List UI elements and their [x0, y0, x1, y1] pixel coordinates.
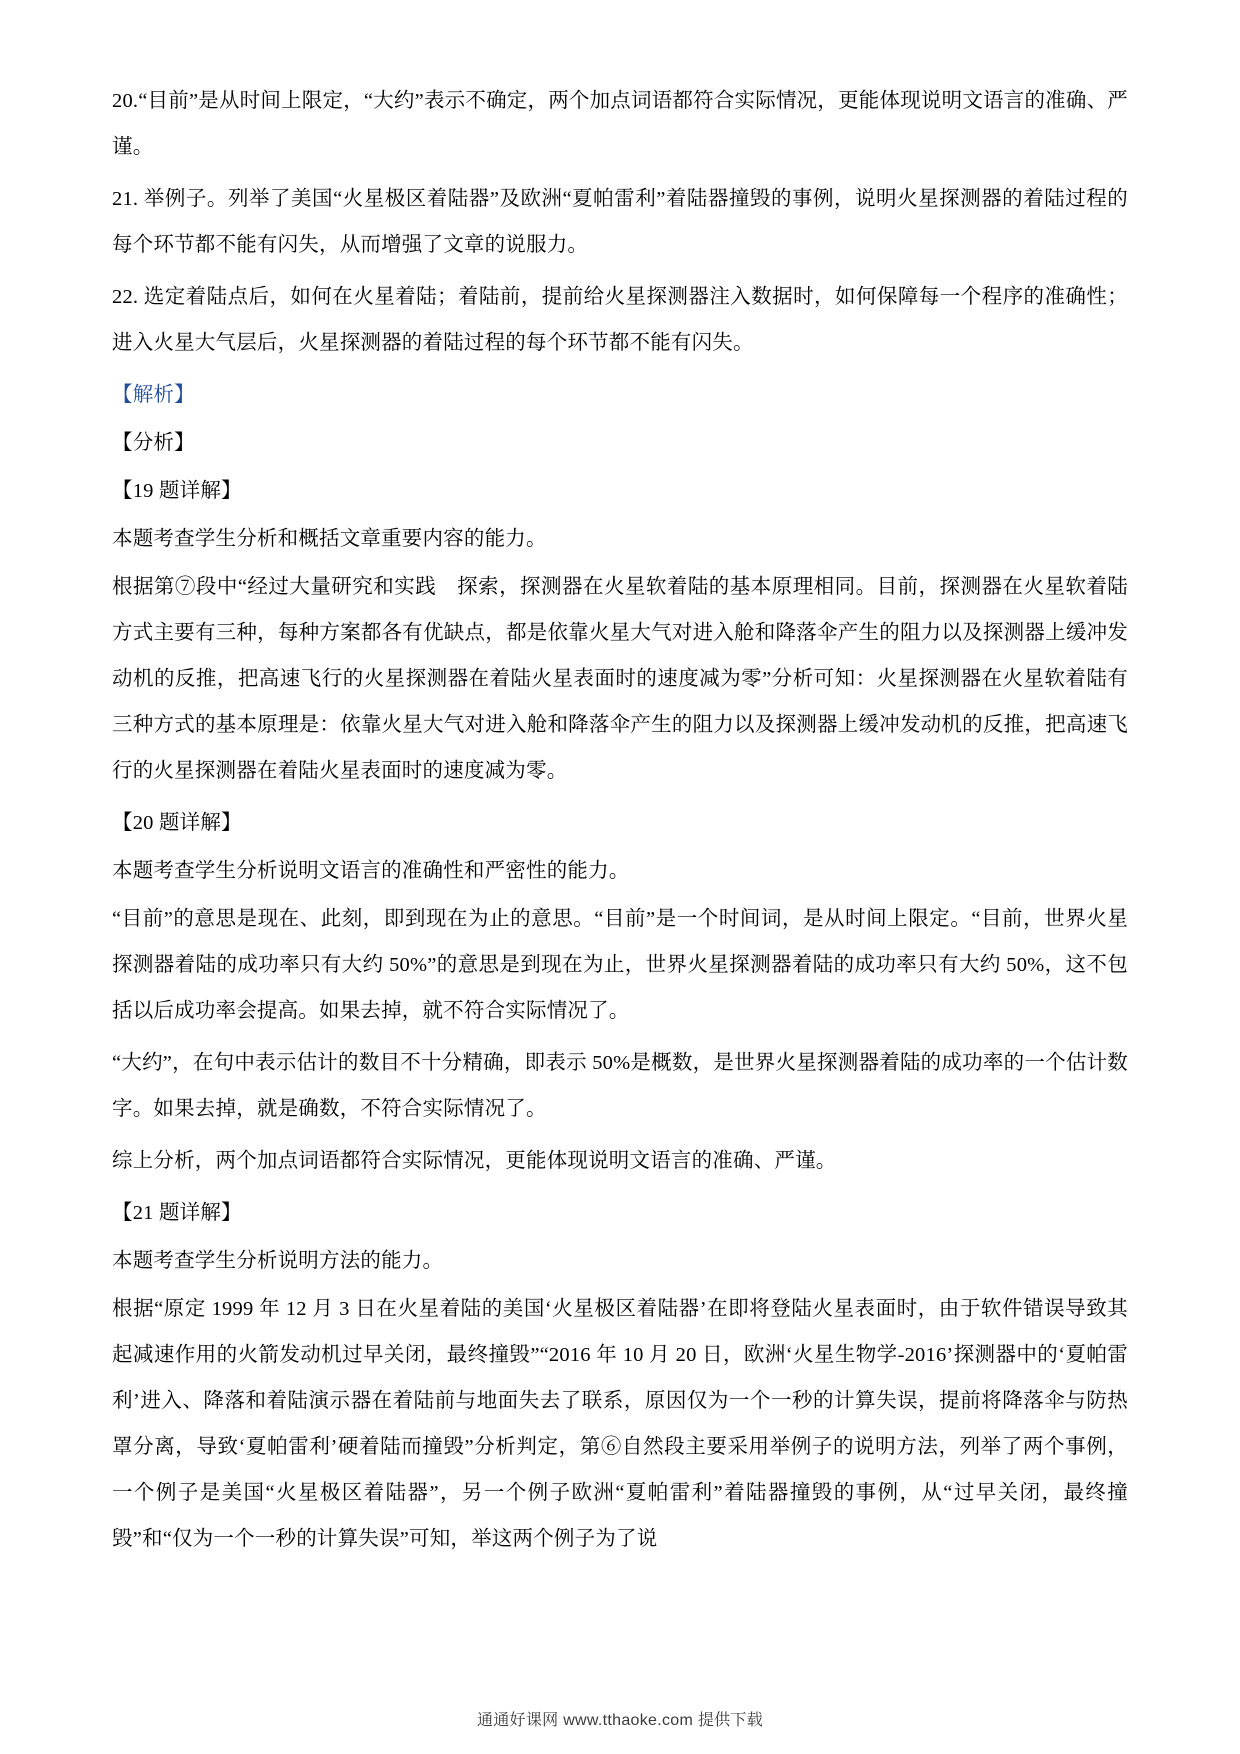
question-21-detail-heading: 【21 题详解】	[112, 1202, 242, 1224]
question-20-detail-text-2: “目前”的意思是现在、此刻，即到现在为止的意思。“目前”是一个时间词，是从时间上限定。“目前，世界火星探测器着陆的成功率只有大约 50%”的意思是到现在为止，世界火星探测器着陆的成功率只有大约 50%，这不包括以后成功率会提高。如果去掉，就不符合实际情况了。	[112, 908, 1128, 1022]
page-footer: 通通好课网 www.tthaoke.com 提供下载	[476, 1712, 764, 1729]
question-20-detail-text-1: 本题考查学生分析说明文语言的准确性和严密性的能力。	[112, 860, 630, 882]
question-20-detail-text-4: 综上分析，两个加点词语都符合实际情况，更能体现说明文语言的准确、严谨。	[112, 1150, 837, 1172]
question-20-detail-text-3: “大约”，在句中表示估计的数目不十分精确，即表示 50%是概数，是世界火星探测器着陆的成功率的一个估计数字。如果去掉，就是确数，不符合实际情况了。	[112, 1052, 1128, 1120]
question-19-detail-text-2: 根据第⑦段中“经过大量研究和实践 探索，探测器在火星软着陆的基本原理相同。目前，探测器在火星软着陆方式主要有三种，每种方案都各有优缺点，都是依靠火星大气对进入舱和降落伞产生的阻力以及探测器上缓冲发动机的反推，把高速飞行的火星探测器在着陆火星表面时的速度减为零”分析可知：火星探测器在火星软着陆有三种方式的基本原理是：依靠火星大气对进入舱和降落伞产生的阻力以及探测器上缓冲发动机的反推，把高速飞行的火星探测器在着陆火星表面时的速度减为零。	[112, 576, 1128, 782]
question-19-detail-heading: 【19 题详解】	[112, 480, 242, 502]
analysis-subheading: 【分析】	[112, 432, 195, 454]
question-20-detail-heading: 【20 题详解】	[112, 812, 242, 834]
answer-paragraph-22: 22. 选定着陆点后，如何在火星着陆；着陆前，提前给火星探测器注入数据时，如何保障每一个程序的准确性；进入火星大气层后，火星探测器的着陆过程的每个环节都不能有闪失。	[112, 286, 1128, 354]
answer-paragraph-21: 21. 举例子。列举了美国“火星极区着陆器”及欧洲“夏帕雷利”着陆器撞毁的事例，说明火星探测器的着陆过程的每个环节都不能有闪失，从而增强了文章的说服力。	[112, 188, 1128, 256]
question-21-detail-text-1: 本题考查学生分析说明方法的能力。	[112, 1250, 444, 1272]
answer-paragraph-20: 20.“目前”是从时间上限定，“大约”表示不确定，两个加点词语都符合实际情况，更能体现说明文语言的准确、严谨。	[112, 90, 1128, 158]
analysis-heading: 【解析】	[112, 384, 195, 406]
question-21-detail-text-2: 根据“原定 1999 年 12 月 3 日在火星着陆的美国‘火星极区着陆器’在即将登陆火星表面时，由于软件错误导致其起减速作用的火箭发动机过早关闭，最终撞毁”“2016 年 10 月 20 日，欧洲‘火星生物学-2016’探测器中的‘夏帕雷利’进入、降落和着陆演示器在着陆前与地面失去了联系，原因仅为一个一秒的计算失误，提前将降落伞与防热罩分离，导致‘夏帕雷利’硬着陆而撞毁”分析判定，第⑥自然段主要采用举例子的说明方法，列举了两个事例，一个例子是美国“火星极区着陆器”，另一个例子欧洲“夏帕雷利”着陆器撞毁的事例，从“过早关闭，最终撞毁”和“仅为一个一秒的计算失误”可知，举这两个例子为了说	[112, 1298, 1128, 1550]
question-19-detail-text-1: 本题考查学生分析和概括文章重要内容的能力。	[112, 528, 547, 550]
